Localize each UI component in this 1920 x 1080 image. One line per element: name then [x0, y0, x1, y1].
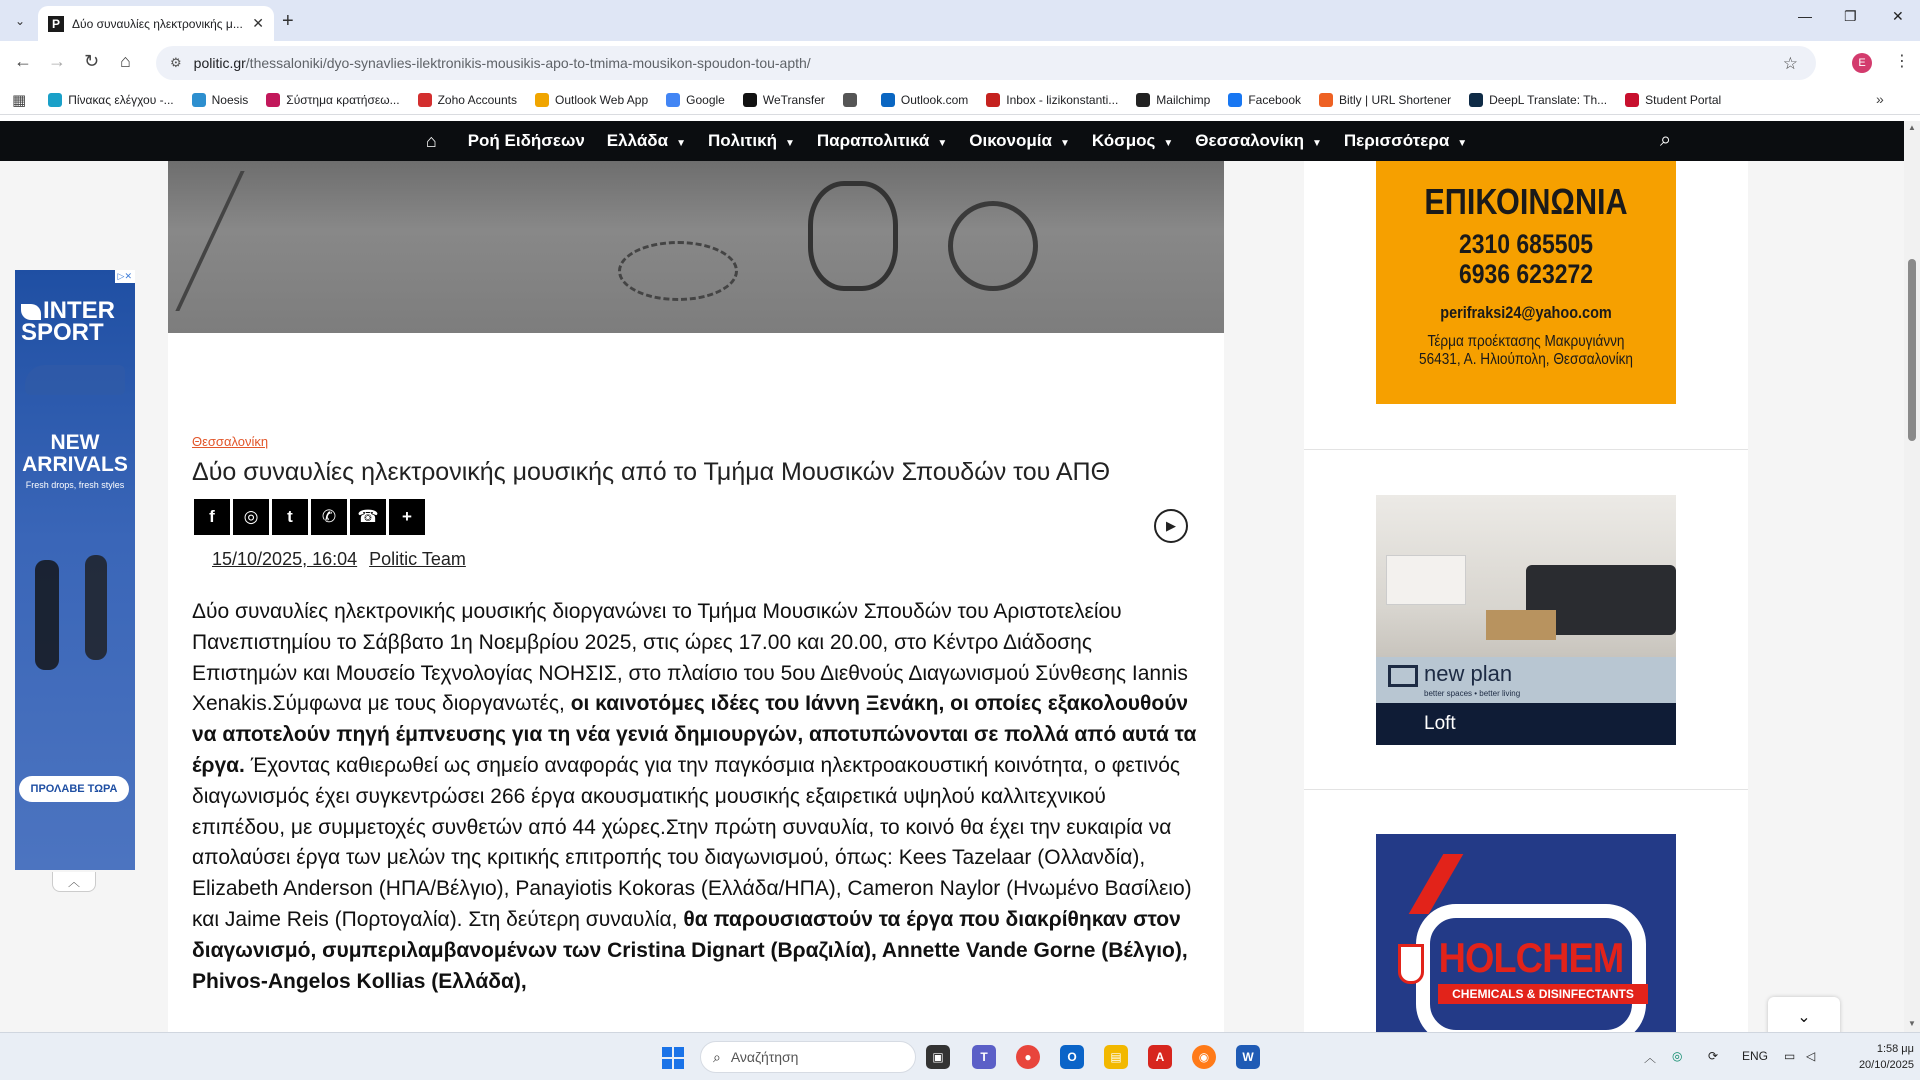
volume-icon[interactable]: ◁	[1806, 1049, 1816, 1063]
article-meta	[212, 549, 478, 570]
newplan-ad[interactable]	[1376, 495, 1676, 745]
address-bar[interactable]	[156, 46, 1816, 80]
bookmark-favicon-icon	[266, 93, 280, 107]
language-indicator[interactable]: ENG	[1742, 1049, 1769, 1063]
tray-app-icon[interactable]: ◎	[1672, 1049, 1683, 1063]
bookmarks-bar	[0, 85, 1920, 115]
bookmark-item[interactable]	[418, 93, 517, 107]
chrome-icon[interactable]: ●	[1016, 1045, 1040, 1069]
holchem-subtitle: CHEMICALS & DISINFECTANTS	[1438, 984, 1648, 1004]
tab-title: Δύο συναυλίες ηλεκτρονικής μ...	[72, 16, 243, 31]
newplan-caption: Loft	[1376, 703, 1676, 745]
bookmark-item[interactable]	[535, 93, 648, 107]
bookmark-label: Facebook	[1248, 92, 1302, 107]
apps-grid-icon[interactable]: ▦	[12, 91, 27, 109]
article-category-link[interactable]: Θεσσαλονίκη	[192, 434, 269, 449]
bookmark-label: Σύστημα κρατήσεω...	[286, 92, 400, 107]
sidebar-divider	[1304, 449, 1748, 450]
bookmark-favicon-icon	[1228, 93, 1242, 107]
teams-icon[interactable]: T	[972, 1045, 996, 1069]
reload-icon[interactable]: ↻	[84, 51, 100, 71]
whatsapp-share-icon[interactable]: ☎	[350, 499, 386, 535]
tab-search-chevron-icon[interactable]: ⌄	[14, 14, 26, 28]
twitter-share-icon[interactable]: t	[272, 499, 308, 535]
bookmark-label: Outlook.com	[900, 92, 969, 107]
bookmark-item[interactable]	[1319, 93, 1451, 107]
dropdown-caret-icon: ▼	[1311, 138, 1322, 149]
ad-email: perifraksi24@yahoo.com	[1440, 303, 1612, 322]
facebook-share-icon[interactable]: f	[194, 499, 230, 535]
article-title: Δύο συναυλίες ηλεκτρονικής μουσικής από το Τμήμα Μουσικών Σπουδών του ΑΠΘ	[192, 458, 1111, 486]
new-tab-plus-icon[interactable]: +	[282, 10, 294, 32]
file-explorer-icon[interactable]: ▤	[1104, 1045, 1128, 1069]
dropdown-caret-icon: ▼	[1163, 138, 1174, 149]
share-buttons	[194, 499, 428, 535]
bookmark-favicon-icon	[843, 93, 857, 107]
bookmark-item[interactable]	[881, 93, 968, 107]
audio-play-icon[interactable]: ▶	[1154, 509, 1188, 543]
viber-share-icon[interactable]: ✆	[311, 499, 347, 535]
search-icon: ⌕	[713, 1048, 721, 1065]
dropdown-caret-icon: ▼	[676, 138, 686, 149]
browser-toolbar	[0, 41, 1920, 85]
browser-tab-bar	[0, 0, 1920, 41]
browser-tab[interactable]	[38, 6, 274, 41]
browser-menu-icon[interactable]: ⋮	[1894, 53, 1910, 70]
acrobat-icon[interactable]: A	[1148, 1045, 1172, 1069]
runner-image	[35, 560, 59, 670]
bookmark-item[interactable]	[986, 93, 1118, 107]
bookmark-label: Student Portal	[1645, 92, 1722, 107]
home-icon[interactable]: ⌂	[120, 51, 131, 71]
bookmark-item[interactable]	[1469, 93, 1607, 107]
article-date[interactable]: 15/10/2025, 16:04	[212, 549, 358, 569]
holchem-logo: HOLCHEM	[1438, 934, 1624, 981]
bookmark-item[interactable]	[1625, 93, 1721, 107]
taskbar-search-placeholder: Αναζήτηση	[730, 1049, 799, 1065]
scroll-down-arrow-icon[interactable]: ▼	[1908, 1019, 1916, 1028]
bookmark-item[interactable]	[843, 93, 863, 107]
close-window-icon[interactable]: ✕	[1892, 8, 1904, 24]
bookmark-item[interactable]	[1136, 93, 1210, 107]
instagram-share-icon[interactable]: ◎	[233, 499, 269, 535]
bookmark-label: DeepL Translate: Th...	[1489, 92, 1608, 107]
firefox-icon[interactable]: ◉	[1192, 1045, 1216, 1069]
minimize-icon[interactable]: —	[1798, 8, 1812, 24]
sync-icon[interactable]: ⟳	[1708, 1049, 1719, 1063]
collapse-ad-chevron-icon[interactable]: ︿	[52, 872, 96, 892]
nav-item[interactable]: Ροή Ειδήσεων	[467, 131, 585, 150]
intersport-logo: INTER SPORT	[21, 297, 115, 346]
article-column	[168, 161, 1224, 1032]
more-share-icon[interactable]: +	[389, 499, 425, 535]
close-tab-icon[interactable]: ✕	[252, 15, 264, 31]
nav-item[interactable]: Θεσσαλονίκη ▼	[1195, 131, 1322, 150]
word-icon[interactable]: W	[1236, 1045, 1260, 1069]
tray-chevron-icon[interactable]: ︿	[1644, 1051, 1657, 1065]
site-info-icon[interactable]: ⚙	[170, 55, 182, 70]
nav-item[interactable]: Παραπολιτικά ▼	[816, 131, 948, 150]
scroll-up-arrow-icon[interactable]: ▲	[1908, 123, 1916, 132]
dropdown-caret-icon: ▼	[1059, 138, 1070, 149]
newplan-tagline: better spaces • better living	[1424, 689, 1521, 698]
runner-image	[85, 555, 107, 660]
bookmark-item[interactable]	[266, 93, 399, 107]
page-content	[0, 161, 1904, 1032]
nav-item[interactable]: Ελλάδα ▼	[606, 131, 686, 150]
scrollbar-thumb[interactable]	[1908, 259, 1916, 441]
newplan-mark-icon	[1388, 665, 1418, 687]
windows-start-icon[interactable]	[662, 1047, 684, 1069]
restore-icon[interactable]: ❐	[1844, 8, 1857, 24]
taskbar-clock[interactable]: 1:58 μμ 20/10/2025	[1858, 1043, 1914, 1071]
intersport-side-ad[interactable]	[15, 270, 135, 870]
bookmark-favicon-icon	[986, 93, 1000, 107]
dropdown-caret-icon: ▼	[784, 138, 795, 149]
bookmark-label: Bitly | URL Shortener	[1339, 92, 1452, 107]
bookmark-item[interactable]	[192, 93, 249, 107]
bookmark-label: Outlook Web App	[554, 92, 649, 107]
bookmark-star-icon[interactable]: ☆	[1782, 54, 1798, 73]
page-scrollbar[interactable]	[1904, 121, 1920, 1032]
bookmark-item[interactable]	[1228, 93, 1301, 107]
bookmark-favicon-icon	[881, 93, 895, 107]
sidebar	[1304, 161, 1748, 1032]
bookmark-favicon-icon	[535, 93, 549, 107]
outlook-icon[interactable]: O	[1060, 1045, 1084, 1069]
ad-cta-button[interactable]: ΠΡΟΛΑΒΕ ΤΩΡΑ	[19, 776, 129, 802]
bookmark-label: Inbox - lizikonstanti...	[1006, 92, 1119, 107]
holchem-ad[interactable]	[1376, 834, 1676, 1032]
profile-avatar[interactable]: E	[1852, 53, 1872, 73]
shoe-image	[25, 365, 125, 395]
taskbar-search[interactable]	[700, 1041, 916, 1073]
bookmark-favicon-icon	[1625, 93, 1639, 107]
dropdown-caret-icon: ▼	[1457, 138, 1468, 149]
nav-item[interactable]: Κόσμος ▼	[1091, 131, 1174, 150]
nav-item[interactable]: Πολιτική ▼	[707, 131, 795, 150]
bookmark-favicon-icon	[418, 93, 432, 107]
network-icon[interactable]: ▭	[1784, 1049, 1796, 1063]
task-view-icon[interactable]: ▣	[926, 1045, 950, 1069]
ad-contact-title: ΕΠΙΚΟΙΝΩΝΙΑ	[1424, 181, 1628, 222]
bookmark-favicon-icon	[1136, 93, 1150, 107]
bookmark-item[interactable]	[48, 93, 173, 107]
ad-address: Τέρμα προέκτασης Μακρυγιάννη	[1427, 333, 1625, 350]
bookmark-favicon-icon	[1319, 93, 1333, 107]
bookmark-label: Zoho Accounts	[437, 92, 517, 107]
ad-phone: 6936 623272	[1458, 259, 1594, 289]
ad-address: 56431, Α. Ηλιούπολη, Θεσσαλονίκη	[1419, 351, 1633, 368]
bookmark-label: Mailchimp	[1156, 92, 1211, 107]
url-text: politic.gr/thessaloniki/dyo-synavlies-ilektronikis-mousikis-apo-to-tmima-mousikon-spoudon-tou-apth/	[193, 55, 811, 71]
bookmark-label: Google	[686, 92, 725, 107]
bookmark-item[interactable]	[743, 93, 825, 107]
newplan-logo: new plan	[1424, 661, 1513, 686]
bookmark-favicon-icon	[743, 93, 757, 107]
forward-arrow-icon[interactable]: →	[48, 51, 66, 71]
bookmark-favicon-icon	[1469, 93, 1483, 107]
site-navigation	[0, 121, 1904, 161]
bookmark-item[interactable]	[666, 93, 725, 107]
bookmark-label: WeTransfer	[762, 92, 825, 107]
more-bookmarks-chevron-icon[interactable]: »	[1876, 91, 1884, 107]
article-hero-image	[168, 161, 1224, 333]
scroll-down-chevron-icon[interactable]: ⌄	[1768, 997, 1840, 1032]
site-search-icon[interactable]: ⌕	[1660, 129, 1672, 151]
windows-taskbar	[0, 1032, 1920, 1080]
bookmark-favicon-icon	[666, 93, 680, 107]
dropdown-caret-icon: ▼	[937, 138, 948, 149]
fencing-contact-ad[interactable]	[1376, 161, 1676, 404]
ad-headline: NEW ARRIVALS	[22, 431, 128, 476]
ad-subline: Fresh drops, fresh styles	[25, 480, 125, 490]
article-author-link[interactable]: Politic Team	[369, 549, 466, 569]
politic-favicon-icon: P	[48, 16, 64, 32]
bookmark-label: Noesis	[211, 92, 249, 107]
ad-choices-icon[interactable]: ▷✕	[115, 270, 135, 283]
newplan-logo-band	[1376, 657, 1676, 703]
site-home-icon[interactable]: ⌂	[425, 130, 437, 151]
ad-phone: 2310 685505	[1458, 229, 1594, 259]
article-body: Δύο συναυλίες ηλεκτρονικής μουσικής διοργανώνει το Τμήμα Μουσικών Σπουδών του Αριστοτελείου Πανεπιστημίου το Σάββατο 1η Νοεμβρίου 2025, στις ώρες 17.00 και 20.00, στο Κέντρο Διάδοσης Επιστημών και Μουσείο Τεχνολογίας ΝΟΗΣΙΣ, στο πλαίσιο του 5ου Διεθνούς Διαγωνισμού Σύνθεσης Iannis Xenakis.Σύμφωνα με τους διοργανωτές, οι καινοτόμες ιδέες του Ιάννη Ξενάκη, οι οποίες εξακολουθούν να αποτελούν πηγή έμπνευσης για τη νέα γενιά δημιουργών, αποτυπώνονται σε πολλά από αυτά τα έργα. Έχοντας καθιερωθεί ως σημείο αναφοράς για την παγκόσμια ηλεκτροακουστική κοινότητα, ο φετινός διαγωνισμός έχει συγκεντρώσει 266 έργα ακουσματικής μουσικής εξαιρετικά υψηλού καλλιτεχνικού επιπέδου, με συμμετοχές συνθετών από 44 χώρες.Στην πρώτη συναυλία, το κοινό θα έχει την ευκαιρία να απολαύσει έργα των μελών της κριτικής επιτροπής του διαγωνισμού, όπως: Kees Tazelaar (Ολλανδία), Elizabeth Anderson (ΗΠΑ/Βέλγιο), Panayiotis Kokoras (Ελλάδα/ΗΠΑ), Cameron Naylor (Ηνωμένο Βασίλειο) και Jaime Reis (Πορτογαλία). Στη δεύτερη συναυλία, θα παρουσιαστούν τα έργα που διακρίθηκαν στον διαγωνισμό, συμπεριλαμβανομένων των Cristina Dignart (Βραζιλία), Annette Vande Gorne (Βέλγιο), Phivos-Angelos Kollias (Ελλάδα),	[192, 600, 1197, 993]
sidebar-divider	[1304, 789, 1748, 790]
nav-item[interactable]: Περισσότερα ▼	[1343, 131, 1468, 150]
bookmark-favicon-icon	[48, 93, 62, 107]
bookmark-favicon-icon	[192, 93, 206, 107]
bookmark-label: Πίνακας ελέγχου -...	[68, 92, 174, 107]
back-arrow-icon[interactable]: ←	[14, 51, 32, 71]
nav-item[interactable]: Οικονομία ▼	[969, 131, 1070, 150]
